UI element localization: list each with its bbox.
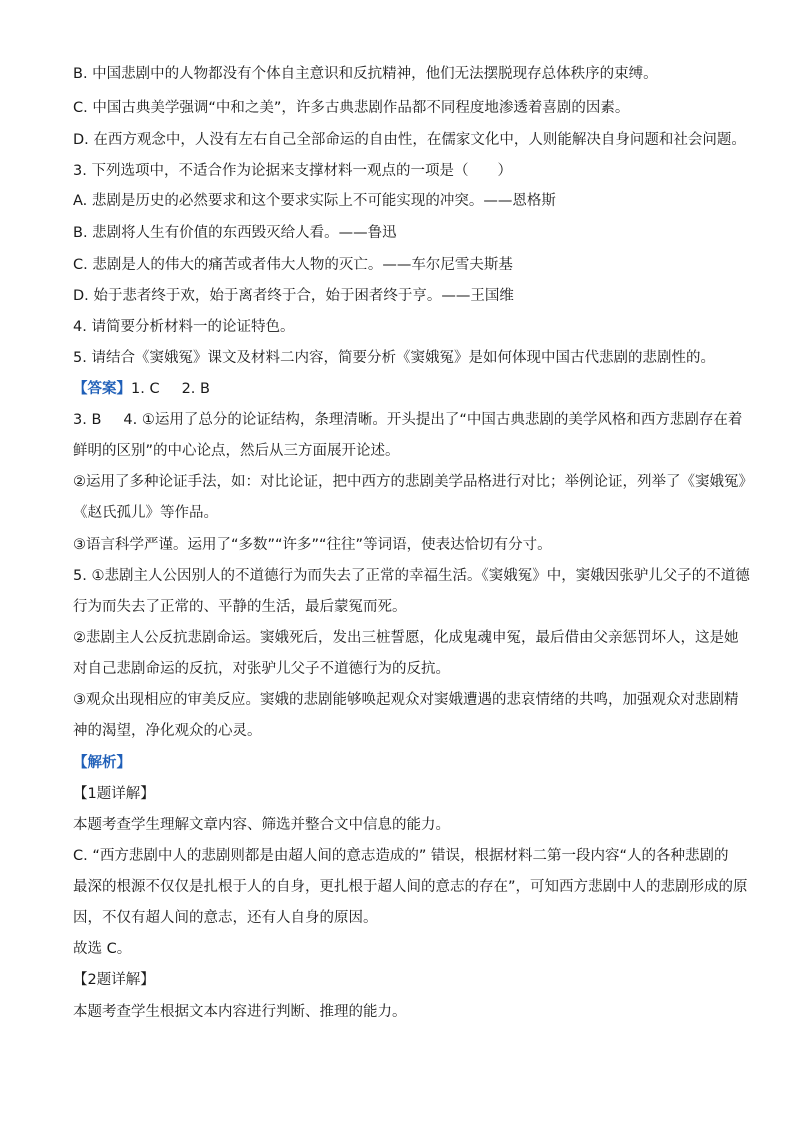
detail-1-line-1: 本题考查学生理解文章内容、筛选并整合文中信息的能力。 — [73, 817, 450, 833]
answer-line — [73, 379, 210, 399]
answer-5-line-3: ②悲剧主人公反抗悲剧命运。窦娥死后，发出三桩誓愿，化成鬼魂申冤，最后借由父亲惩罚坏人，这是她 — [73, 630, 739, 646]
detail-1-line-4: 因，不仅有超人间的意志，还有人自身的原因。 — [73, 910, 378, 926]
answer-1: 1. C — [131, 381, 160, 397]
detail-1-line-3: 最深的根源不仅仅是扎根于人的自身，更扎根于超人间的意志的存在”，可知西方悲剧中人的悲剧形成的原 — [73, 879, 748, 895]
answer-4-line-5: ③语言科学严谨。运用了“多数”“许多”“往往”等词语，使表达恰切有分寸。 — [73, 537, 552, 553]
answer-3-4-line — [73, 410, 742, 430]
answer-4-line-1: 4. ①运用了总分的论证结构，条理清晰。开头提出了“中国古典悲剧的美学风格和西方悲剧存在着 — [123, 412, 743, 428]
option-c-prev: C. 中国古典美学强调“中和之美”，许多古典悲剧作品都不同程度地渗透着喜剧的因素。 — [73, 100, 630, 116]
analysis-tag: 【解析】 — [73, 755, 131, 771]
question-3-stem: 3. 下列选项中，不适合作为论据来支撑材料一观点的一项是（ ） — [73, 163, 512, 179]
answer-4-line-3: ②运用了多种论证手法，如：对比论证，把中西方的悲剧美学品格进行对比；举例论证，列举了《窦娥冤》 — [73, 474, 753, 490]
detail-1-title: 【1题详解】 — [73, 786, 155, 802]
answer-tag: 【答案】 — [73, 381, 131, 397]
q3-option-d: D. 始于悲者终于欢，始于离者终于合，始于困者终于亨。——王国维 — [73, 288, 514, 304]
detail-2-line-1: 本题考查学生根据文本内容进行判断、推理的能力。 — [73, 1004, 407, 1020]
option-b-prev: B. 中国悲剧中的人物都没有个体自主意识和反抗精神，他们无法摆脱现存总体秩序的束缚。 — [73, 66, 658, 82]
answer-5-line-2: 行为而失去了正常的、平静的生活，最后蒙冤而死。 — [73, 599, 407, 615]
option-d-prev: D. 在西方观念中，人没有左右自己全部命运的自由性，在儒家文化中，人则能解决自身问题和社会问题。 — [73, 132, 746, 148]
q3-option-c: C. 悲剧是人的伟大的痛苦或者伟大人物的灭亡。——车尔尼雪夫斯基 — [73, 257, 513, 273]
detail-2-title: 【2题详解】 — [73, 972, 155, 988]
answer-5-line-4: 对自己悲剧命运的反抗，对张驴儿父子不道德行为的反抗。 — [73, 661, 450, 677]
answer-5-line-1: 5. ①悲剧主人公因别人的不道德行为而失去了正常的幸福生活。《窦娥冤》中，窦娥因张驴儿父子的不道德 — [73, 568, 750, 584]
detail-1-line-5: 故选 C。 — [73, 941, 132, 957]
answer-2: 2. B — [181, 381, 210, 397]
question-5-stem: 5. 请结合《窦娥冤》课文及材料二内容，简要分析《窦娥冤》是如何体现中国古代悲剧的悲剧性的。 — [73, 350, 715, 366]
answer-4-line-2: 鲜明的区别”的中心论点，然后从三方面展开论述。 — [73, 443, 400, 459]
q3-option-b: B. 悲剧将人生有价值的东西毁灭给人看。——鲁迅 — [73, 225, 397, 241]
answer-3: 3. B — [73, 412, 102, 428]
question-4-stem: 4. 请简要分析材料一的论证特色。 — [73, 319, 295, 335]
detail-1-line-2: C. “西方悲剧中人的悲剧则都是由超人间的意志造成的” 错误，根据材料二第一段内容“人的各种悲剧的 — [73, 848, 729, 864]
answer-4-line-4: 《赵氏孤儿》等作品。 — [73, 505, 218, 521]
answer-5-line-5: ③观众出现相应的审美反应。窦娥的悲剧能够唤起观众对窦娥遭遇的悲哀情绪的共鸣，加强观众对悲剧精 — [73, 692, 739, 708]
answer-5-line-6: 神的渴望，净化观众的心灵。 — [73, 723, 262, 739]
q3-option-a: A. 悲剧是历史的必然要求和这个要求实际上不可能实现的冲突。——恩格斯 — [73, 193, 556, 209]
